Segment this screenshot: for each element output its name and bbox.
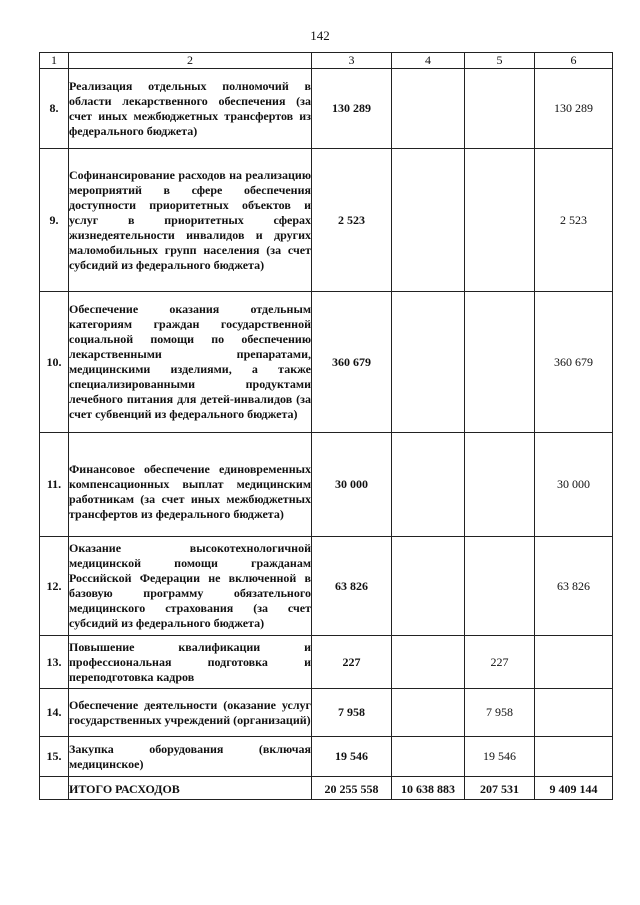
row-description: Реализация отдельных полномочий в области лекарственного обеспечения (за счет иных межбюджетных трансфертов из федерального бюджета)	[69, 69, 312, 149]
row-col4	[392, 537, 465, 636]
row-description: Оказание высокотехнологичной медицинской помощи гражданам Российской Федерации не включенной в базовую программу обязательного медицинского страхования (за счет субсидий из федерального бюджета)	[69, 537, 312, 636]
table-row	[40, 537, 613, 636]
row-col6: 360 679	[535, 292, 613, 433]
row-number: 12.	[40, 537, 69, 636]
row-number: 11.	[40, 433, 69, 537]
row-col4	[392, 292, 465, 433]
row-total: 63 826	[312, 537, 392, 636]
row-col6	[535, 636, 613, 689]
row-col5: 7 958	[465, 689, 535, 737]
table-row	[40, 689, 613, 737]
row-col5: 19 546	[465, 737, 535, 777]
row-number: 14.	[40, 689, 69, 737]
row-col4	[392, 737, 465, 777]
row-total: 30 000	[312, 433, 392, 537]
col-header-2: 2	[69, 53, 312, 69]
row-number: 9.	[40, 149, 69, 292]
row-number: 10.	[40, 292, 69, 433]
row-number: 8.	[40, 69, 69, 149]
table-row	[40, 636, 613, 689]
total-col5: 207 531	[465, 777, 535, 800]
col-header-3: 3	[312, 53, 392, 69]
row-total: 2 523	[312, 149, 392, 292]
row-col5	[465, 292, 535, 433]
row-total: 7 958	[312, 689, 392, 737]
row-col5: 227	[465, 636, 535, 689]
total-col3: 20 255 558	[312, 777, 392, 800]
expenditure-table	[39, 52, 613, 800]
table-row	[40, 292, 613, 433]
total-col4: 10 638 883	[392, 777, 465, 800]
row-col4	[392, 689, 465, 737]
row-number: 15.	[40, 737, 69, 777]
row-description: Обеспечение оказания отдельным категориям граждан государственной социальной помощи по обеспечению лекарственными препаратами, медицинскими изделиями, а также специализированными продуктами лечебного питания для детей-инвалидов (за счет субвенций из федерального бюджета)	[69, 292, 312, 433]
total-row	[40, 777, 613, 800]
row-col5	[465, 433, 535, 537]
col-header-5: 5	[465, 53, 535, 69]
row-col5	[465, 69, 535, 149]
row-total: 130 289	[312, 69, 392, 149]
header-row	[40, 53, 613, 69]
row-col4	[392, 636, 465, 689]
table-row	[40, 69, 613, 149]
total-col6: 9 409 144	[535, 777, 613, 800]
row-col6	[535, 689, 613, 737]
row-description: Повышение квалификации и профессиональная подготовка и переподготовка кадров	[69, 636, 312, 689]
table-row	[40, 433, 613, 537]
col-header-6: 6	[535, 53, 613, 69]
col-header-1: 1	[40, 53, 69, 69]
row-col4	[392, 149, 465, 292]
page-number: 142	[310, 28, 330, 43]
row-col5	[465, 537, 535, 636]
row-col4	[392, 69, 465, 149]
row-col6: 63 826	[535, 537, 613, 636]
row-col5	[465, 149, 535, 292]
total-label: ИТОГО РАСХОДОВ	[69, 777, 312, 800]
total-row-number	[40, 777, 69, 800]
row-col6: 2 523	[535, 149, 613, 292]
row-description: Закупка оборудования (включая медицинское)	[69, 737, 312, 777]
row-col6: 130 289	[535, 69, 613, 149]
row-description: Финансовое обеспечение единовременных компенсационных выплат медицинским работникам (за счет иных межбюджетных трансфертов из федерального бюджета)	[69, 433, 312, 537]
row-description: Обеспечение деятельности (оказание услуг государственных учреждений (организаций)	[69, 689, 312, 737]
col-header-4: 4	[392, 53, 465, 69]
row-number: 13.	[40, 636, 69, 689]
row-col4	[392, 433, 465, 537]
table-row	[40, 149, 613, 292]
row-total: 227	[312, 636, 392, 689]
row-description: Софинансирование расходов на реализацию мероприятий в сфере обеспечения доступности приоритетных объектов и услуг в приоритетных сферах жизнедеятельности инвалидов и других маломобильных групп населения (за счет субсидий из федерального бюджета)	[69, 149, 312, 292]
row-total: 19 546	[312, 737, 392, 777]
row-col6: 30 000	[535, 433, 613, 537]
table-row	[40, 737, 613, 777]
row-col6	[535, 737, 613, 777]
row-total: 360 679	[312, 292, 392, 433]
